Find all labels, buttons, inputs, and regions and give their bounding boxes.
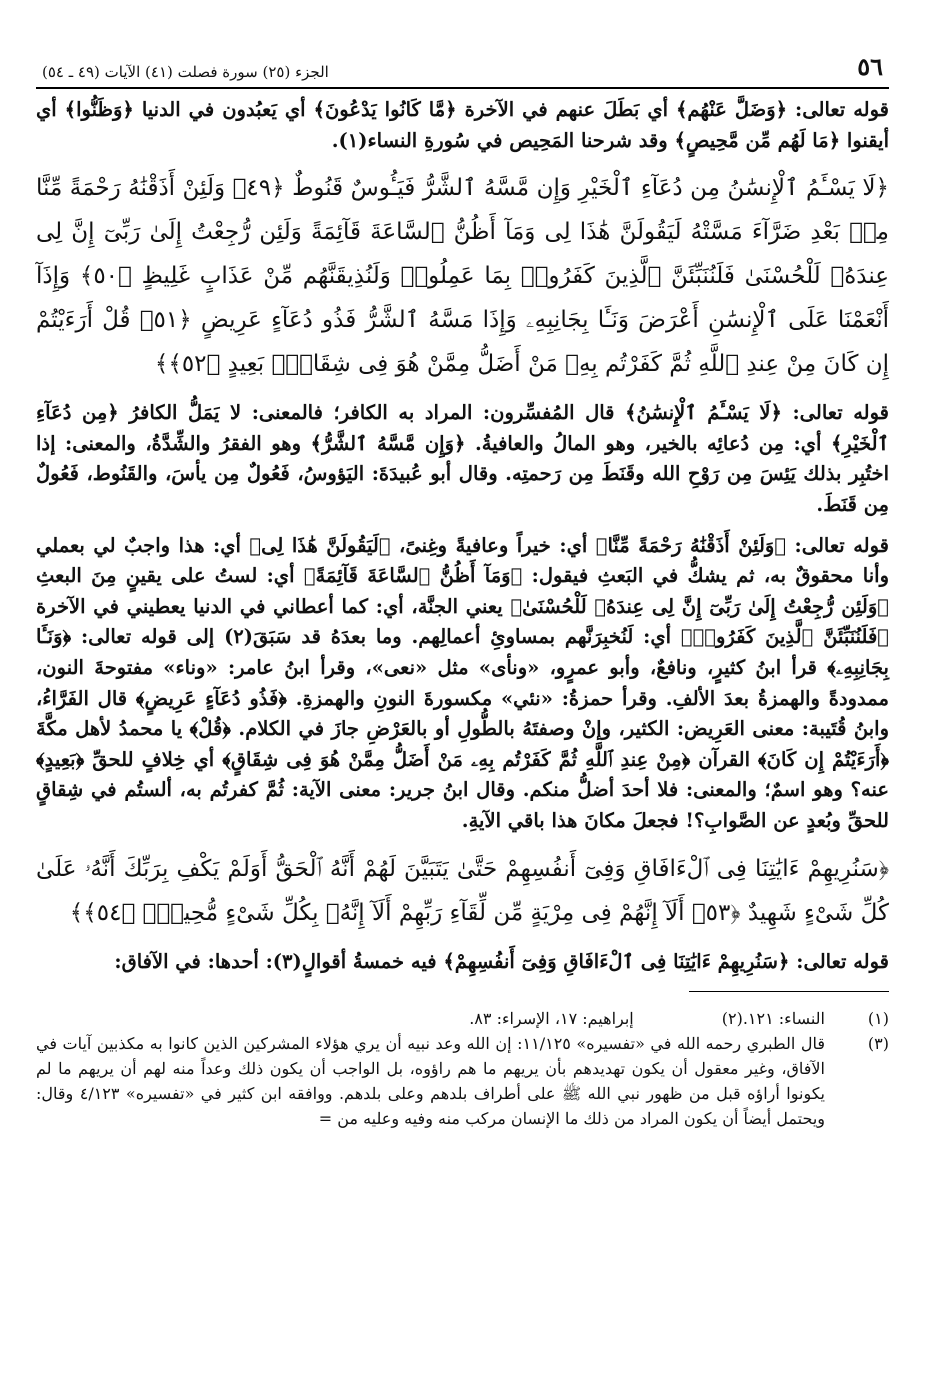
page-body	[36, 95, 889, 977]
quran-verse-block: ﴿لَا يَسْـَٔمُ ٱلْإِنسَٰنُ مِن دُعَآءِ ٱلْخَيْرِ وَإِن مَّسَّهُ ٱلشَّرُّ فَيَـُٔوسٌ قَنُوطٌ ﴿٤٩﴾ وَلَئِنْ أَذَقْنَٰهُ رَحْمَةً مِّنَّا مِنۢ بَعْدِ ضَرَّآءَ مَسَّتْهُ لَيَقُولَنَّ هَٰذَا لِى وَمَآ أَظُنُّ ٱلسَّاعَةَ قَآئِمَةً وَلَئِن رُّجِعْتُ إِلَىٰ رَبِّىٓ إِنَّ لِى عِندَهُۥ لَلْحُسْنَىٰ فَلَنُنَبِّئَنَّ ٱلَّذِينَ كَفَرُوا۟ بِمَا عَمِلُوا۟ وَلَنُذِيقَنَّهُم مِّنْ عَذَابٍ غَلِيظٍ ﴿٥٠﴾ وَإِذَآ أَنْعَمْنَا عَلَى ٱلْإِنسَٰنِ أَعْرَضَ وَنَـَٔا بِجَانِبِهِۦ وَإِذَا مَسَّهُ ٱلشَّرُّ فَذُو دُعَآءٍ عَرِيضٍ ﴿٥١﴾ قُلْ أَرَءَيْتُمْ إِن كَانَ مِنْ عِندِ ٱللَّهِ ثُمَّ كَفَرْتُم بِهِۦ مَنْ أَضَلُّ مِمَّنْ هُوَ فِى شِقَاقٍۭ بَعِيدٍ ﴿٥٢﴾﴾	[36, 175, 889, 378]
footnotes	[36, 1006, 889, 1131]
commentary-paragraph: قوله تعالى: ﴿وَضَلَّ عَنْهُم﴾ أي بَطَلَ عنهم في الآخرة ﴿مَّا كَانُوا يَدْعُونَ﴾ أي يَعبُدون في الدنيا ﴿وَظَنُّوا﴾ أي أيقنوا ﴿مَا لَهُم مِّن مَّحِيصٍ﴾ وقد شرحنا المَحِيص في سُورةِ النساء(١).	[36, 98, 889, 152]
running-head: الجزء (٢٥) سورة فصلت (٤١) الآيات (٤٩ ـ ٥٤)	[42, 63, 329, 81]
commentary-paragraph: قوله تعالى: ﴿لَا يَسْـَٔمُ ٱلْإِنسَٰنُ﴾ قال المُفسِّرون: المراد به الكافر؛ فالمعنى: لا يَمَلُّ الكافرُ ﴿مِن دُعَآءِ ٱلْخَيْرِ﴾ أي: مِن دُعائِه بالخير، وهو المالُ والعافيةُ. ﴿وَإِن مَّسَّهُ ٱلشَّرُّ﴾ وهو الفقرُ والشِّدَّةُ، والمعنى: إذا اختُبِر بذلك يَئِسَ مِن رَوْحِ الله وقَنَطَ مِن رَحمتِه. وقال أبو عُبيدَةَ: اليَؤوسُ، فَعُولٌ مِن يأسَ، والقَنُوط، فَعُولٌ مِن قَنَطَ.	[36, 401, 889, 516]
footnote-number: (١)	[867, 1009, 889, 1029]
footnote-number: (٢)	[721, 1009, 743, 1029]
footnote-text: قال الطبري رحمه الله في «تفسيره» ١١/١٢٥: إن الله وعد نبيه أن يري هؤلاء المشركين الذين كانوا به مكذبين آيات في الآفاق، وغير معقول أن يكون تهديدهم بأن يريهم ما هم راؤوه، بل الواجب أن يكون ذلك وعداً منه لهم أن يريهم ما لم يكونوا أراؤه قبل من ظهور نبي الله ﷺ على أطراف بلدهم وعلى بلدهم. ووافقه ابن كثير في «تفسيره» ٤/١٢٣ وقال: ويحتمل أيضاً أن يكون المراد من ذلك ما الإنسان مركب منه وفيه وعليه من =	[36, 1034, 826, 1129]
page-number: ٥٦	[857, 52, 883, 81]
commentary-paragraph: قوله تعالى: ﴿وَلَئِنْ أَذَقْنَٰهُ رَحْمَةً مِّنَّا﴾ أي: خيراً وعافيةً وغِنىً، ﴿لَيَقُولَنَّ هَٰذَا لِى﴾ أي: هذا واجبٌ لي بعملي وأنا محقوقٌ به، ثم يشكُّ في البَعثِ فيقول: ﴿وَمَآ أَظُنُّ ٱلسَّاعَةَ قَآئِمَةً﴾ أي: لستُ على يقينٍ مِنَ البعثِ ﴿وَلَئِن رُّجِعْتُ إِلَىٰ رَبِّىٓ إِنَّ لِى عِندَهُۥ لَلْحُسْنَىٰ﴾ يعني الجنَّة، أي: كما أعطاني في الدنيا يعطيني في الآخرة ﴿فَلَنُنَبِّئَنَّ ٱلَّذِينَ كَفَرُوا۟﴾ أي: لَنُخبِرَنَّهم بمساوئِ أعمالِهم. وما بعدَهُ قد سَبَقَ(٢) إلى قوله تعالى: ﴿وَنَـَٔا بِجَانِبِهِۦ﴾ قرأ ابنُ كثيرٍ، ونافعٌ، وأبو عمرٍو، «ونأى» مثل «نعى»، وقرأ ابنُ عامر: «وناء» مفتوحةَ النون، ممدودةً والهمزةُ بعدَ الألفِ. وقرأ حمزةُ: «نئي» مكسورةَ النونِ والهمزةِ. ﴿فَذُو دُعَآءٍ عَرِيضٍ﴾ قال الفَرَّاءُ، وابنُ قُتَيبة: معنى العَرِيض: الكثير، وإنْ وصفتَهُ بالطُّولِ أو بالعَرْضِ جازَ في الكلام. ﴿قُلْ﴾ يا محمدُ لأهل مكَّةَ ﴿أَرَءَيْتُمْ إِن كَانَ﴾ القرآن ﴿مِنْ عِندِ ٱللَّهِ ثُمَّ كَفَرْتُم بِهِۦ مَنْ أَضَلُّ مِمَّنْ هُوَ فِى شِقَاقٍ﴾ أي خِلافٍ للحقِّ ﴿بَعِيدٍ﴾ عنه؟ وهو اسمٌ؛ والمعنى: فلا أحدَ أضلُّ منكم. وقال ابنُ جرير: معنى الآية: ثُمَّ كفرتُم به، ألستُم في شِقاقٍ للحقِّ وبُعدٍ عن الصَّوابِ؟! فجعلَ مكانَ هذا باقي الآيةِ.	[36, 533, 889, 832]
footnote-row	[36, 1031, 889, 1131]
footnote-number: (٣)	[867, 1034, 889, 1054]
footnote-separator	[689, 991, 889, 992]
footnote-text: النساء: ١٢١.	[742, 1009, 825, 1029]
footnote-text: إبراهيم: ١٧، الإسراء: ٨٣.	[469, 1009, 634, 1029]
footnote-row	[36, 1006, 889, 1031]
page-header	[36, 52, 889, 89]
commentary-paragraph: قوله تعالى: ﴿سَنُرِيهِمْ ءَايَٰتِنَا فِى ٱلْءَافَاقِ وَفِىٓ أَنفُسِهِمْ﴾ فيه خمسةُ أقوالٍ(٣): أحدها: في الآفاق:	[114, 949, 889, 973]
quran-verse-block: ﴿سَنُرِيهِمْ ءَايَٰتِنَا فِى ٱلْءَافَاقِ وَفِىٓ أَنفُسِهِمْ حَتَّىٰ يَتَبَيَّنَ لَهُمْ أَنَّهُ ٱلْحَقُّ أَوَلَمْ يَكْفِ بِرَبِّكَ أَنَّهُۥ عَلَىٰ كُلِّ شَىْءٍ شَهِيدٌ ﴿٥٣﴾ أَلَآ إِنَّهُمْ فِى مِرْيَةٍ مِّن لِّقَآءِ رَبِّهِمْ أَلَآ إِنَّهُۥ بِكُلِّ شَىْءٍ مُّحِيطٌۢ ﴿٥٤﴾﴾	[36, 855, 889, 926]
